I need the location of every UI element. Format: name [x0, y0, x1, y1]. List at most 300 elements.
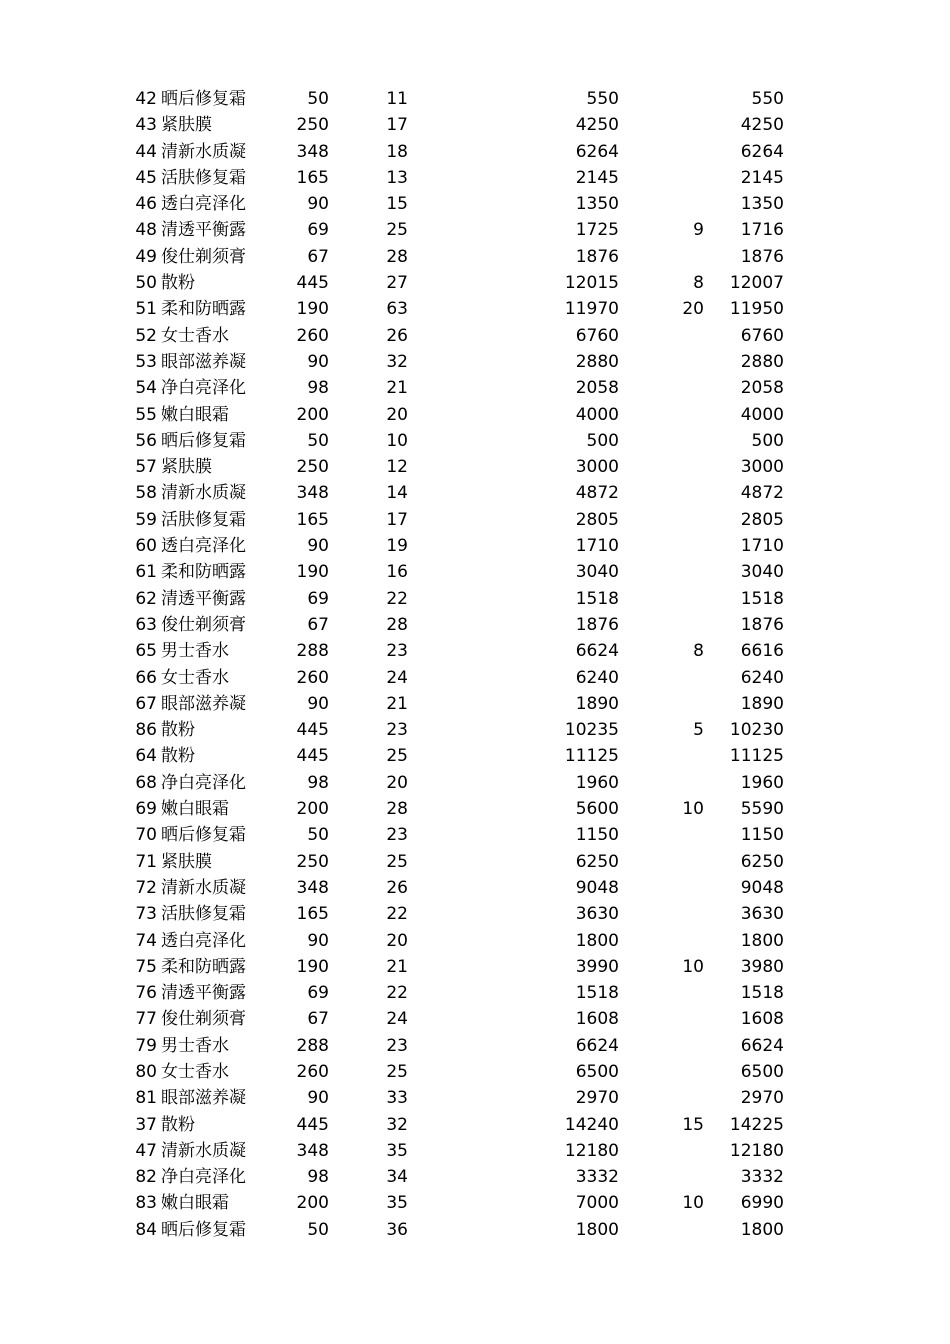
cell-net-amount: 3630 — [740, 904, 784, 925]
table-row — [0, 691, 950, 717]
cell-amount: 1608 — [575, 1009, 619, 1030]
cell-price: 67 — [307, 614, 329, 635]
cell-product-name: 清透平衡露 — [161, 588, 246, 609]
cell-quantity: 25 — [386, 220, 408, 241]
cell-net-amount: 9048 — [740, 877, 784, 898]
cell-id: 80 — [135, 1061, 157, 1082]
table-row — [0, 901, 950, 927]
cell-price: 190 — [296, 299, 329, 320]
cell-id: 56 — [135, 430, 157, 451]
cell-id: 44 — [135, 141, 157, 162]
cell-id: 46 — [135, 194, 157, 215]
cell-amount: 5600 — [575, 799, 619, 820]
cell-quantity: 23 — [386, 1035, 408, 1056]
cell-id: 75 — [135, 956, 157, 977]
cell-id: 42 — [135, 89, 157, 109]
cell-amount: 2145 — [575, 167, 619, 188]
cell-product-name: 活肤修复霜 — [161, 167, 246, 188]
cell-id: 62 — [135, 588, 157, 609]
cell-product-name: 散粉 — [161, 746, 195, 767]
cell-quantity: 27 — [386, 273, 408, 294]
cell-discount: 10 — [682, 1193, 704, 1214]
cell-amount: 10235 — [564, 720, 619, 741]
table-row — [0, 954, 950, 980]
cell-quantity: 14 — [386, 483, 408, 504]
cell-quantity: 21 — [386, 956, 408, 977]
cell-price: 90 — [307, 194, 329, 215]
cell-product-name: 清新水质凝 — [161, 877, 246, 898]
table-row — [0, 1190, 950, 1216]
cell-amount: 4872 — [575, 483, 619, 504]
cell-id: 68 — [135, 772, 157, 793]
cell-quantity: 26 — [386, 877, 408, 898]
cell-id: 67 — [135, 693, 157, 714]
table-row — [0, 796, 950, 822]
cell-net-amount: 4872 — [740, 483, 784, 504]
cell-amount: 1876 — [575, 246, 619, 267]
cell-net-amount: 6264 — [740, 141, 784, 162]
cell-price: 200 — [296, 1193, 329, 1214]
cell-price: 165 — [296, 904, 329, 925]
cell-discount: 8 — [693, 641, 704, 662]
cell-amount: 1350 — [575, 194, 619, 215]
cell-amount: 6624 — [575, 1035, 619, 1056]
cell-amount: 12180 — [564, 1140, 619, 1161]
cell-price: 250 — [296, 457, 329, 478]
cell-net-amount: 1608 — [740, 1009, 784, 1030]
cell-price: 190 — [296, 956, 329, 977]
table-row — [0, 270, 950, 296]
cell-amount: 1876 — [575, 614, 619, 635]
cell-price: 445 — [296, 273, 329, 294]
cell-product-name: 清新水质凝 — [161, 483, 246, 504]
cell-quantity: 24 — [386, 667, 408, 688]
cell-discount: 20 — [682, 299, 704, 320]
cell-id: 72 — [135, 877, 157, 898]
cell-price: 98 — [307, 772, 329, 793]
cell-net-amount: 2058 — [740, 378, 784, 399]
cell-discount: 10 — [682, 956, 704, 977]
cell-amount: 1518 — [575, 983, 619, 1004]
table-row — [0, 191, 950, 217]
cell-id: 57 — [135, 457, 157, 478]
cell-price: 250 — [296, 115, 329, 136]
cell-amount: 7000 — [575, 1193, 619, 1214]
cell-price: 90 — [307, 351, 329, 372]
cell-net-amount: 11950 — [729, 299, 784, 320]
cell-id: 54 — [135, 378, 157, 399]
cell-quantity: 20 — [386, 404, 408, 425]
cell-product-name: 男士香水 — [161, 641, 229, 662]
cell-quantity: 23 — [386, 825, 408, 846]
cell-id: 70 — [135, 825, 157, 846]
table-row — [0, 244, 950, 270]
cell-net-amount: 3040 — [740, 562, 784, 583]
cell-net-amount: 550 — [751, 89, 784, 109]
cell-product-name: 活肤修复霜 — [161, 509, 246, 530]
cell-net-amount: 1518 — [740, 983, 784, 1004]
cell-price: 348 — [296, 141, 329, 162]
cell-quantity: 22 — [386, 588, 408, 609]
cell-id: 64 — [135, 746, 157, 767]
cell-amount: 1890 — [575, 693, 619, 714]
cell-price: 165 — [296, 167, 329, 188]
cell-discount: 15 — [682, 1114, 704, 1135]
cell-price: 348 — [296, 877, 329, 898]
cell-net-amount: 2145 — [740, 167, 784, 188]
cell-amount: 2970 — [575, 1088, 619, 1109]
table-row — [0, 1164, 950, 1190]
cell-product-name: 柔和防晒露 — [161, 956, 246, 977]
cell-price: 250 — [296, 851, 329, 872]
cell-price: 90 — [307, 930, 329, 951]
cell-product-name: 散粉 — [161, 273, 195, 294]
cell-net-amount: 12007 — [729, 273, 784, 294]
table-row — [0, 112, 950, 138]
cell-quantity: 63 — [386, 299, 408, 320]
cell-amount: 3040 — [575, 562, 619, 583]
cell-amount: 14240 — [564, 1114, 619, 1135]
cell-amount: 550 — [586, 89, 619, 109]
cell-net-amount: 2805 — [740, 509, 784, 530]
cell-product-name: 净白亮泽化 — [161, 1167, 246, 1188]
cell-product-name: 紧肤膜 — [161, 851, 212, 872]
cell-quantity: 23 — [386, 720, 408, 741]
cell-id: 51 — [135, 299, 157, 320]
cell-id: 60 — [135, 536, 157, 557]
cell-amount: 1800 — [575, 1219, 619, 1240]
cell-net-amount: 1960 — [740, 772, 784, 793]
cell-product-name: 女士香水 — [161, 667, 229, 688]
cell-price: 260 — [296, 667, 329, 688]
table-row — [0, 875, 950, 901]
cell-id: 74 — [135, 930, 157, 951]
cell-amount: 1518 — [575, 588, 619, 609]
cell-id: 61 — [135, 562, 157, 583]
cell-net-amount: 1890 — [740, 693, 784, 714]
cell-product-name: 晒后修复霜 — [161, 825, 246, 846]
cell-quantity: 22 — [386, 904, 408, 925]
cell-id: 37 — [135, 1114, 157, 1135]
table-row — [0, 296, 950, 322]
cell-price: 200 — [296, 404, 329, 425]
table-row — [0, 533, 950, 559]
cell-net-amount: 1876 — [740, 614, 784, 635]
cell-net-amount: 6990 — [740, 1193, 784, 1214]
table-row — [0, 586, 950, 612]
cell-product-name: 女士香水 — [161, 325, 229, 346]
cell-amount: 3000 — [575, 457, 619, 478]
cell-id: 77 — [135, 1009, 157, 1030]
cell-price: 445 — [296, 746, 329, 767]
cell-price: 98 — [307, 1167, 329, 1188]
cell-product-name: 紧肤膜 — [161, 457, 212, 478]
cell-product-name: 眼部滋养凝 — [161, 1088, 246, 1109]
cell-product-name: 透白亮泽化 — [161, 930, 246, 951]
cell-net-amount: 3000 — [740, 457, 784, 478]
cell-net-amount: 4000 — [740, 404, 784, 425]
cell-product-name: 女士香水 — [161, 1061, 229, 1082]
cell-product-name: 活肤修复霜 — [161, 904, 246, 925]
sales-table — [0, 86, 950, 1243]
cell-id: 58 — [135, 483, 157, 504]
cell-quantity: 11 — [386, 89, 408, 109]
cell-net-amount: 6240 — [740, 667, 784, 688]
cell-quantity: 26 — [386, 325, 408, 346]
cell-id: 50 — [135, 273, 157, 294]
cell-price: 260 — [296, 1061, 329, 1082]
table-row — [0, 86, 950, 112]
cell-quantity: 36 — [386, 1219, 408, 1240]
table-row — [0, 928, 950, 954]
table-row — [0, 1006, 950, 1032]
cell-net-amount: 1800 — [740, 1219, 784, 1240]
cell-product-name: 清透平衡露 — [161, 983, 246, 1004]
cell-net-amount: 1800 — [740, 930, 784, 951]
table-row — [0, 323, 950, 349]
cell-id: 66 — [135, 667, 157, 688]
cell-amount: 11970 — [564, 299, 619, 320]
table-row — [0, 849, 950, 875]
cell-net-amount: 4250 — [740, 115, 784, 136]
cell-quantity: 25 — [386, 851, 408, 872]
cell-net-amount: 6250 — [740, 851, 784, 872]
table-row — [0, 743, 950, 769]
cell-net-amount: 6616 — [740, 641, 784, 662]
cell-net-amount: 3332 — [740, 1167, 784, 1188]
cell-quantity: 28 — [386, 799, 408, 820]
cell-product-name: 净白亮泽化 — [161, 772, 246, 793]
cell-product-name: 紧肤膜 — [161, 115, 212, 136]
cell-net-amount: 5590 — [740, 799, 784, 820]
cell-net-amount: 500 — [751, 430, 784, 451]
cell-net-amount: 1150 — [740, 825, 784, 846]
cell-price: 348 — [296, 1140, 329, 1161]
cell-price: 50 — [307, 430, 329, 451]
cell-net-amount: 2880 — [740, 351, 784, 372]
cell-id: 47 — [135, 1140, 157, 1161]
cell-id: 65 — [135, 641, 157, 662]
cell-quantity: 15 — [386, 194, 408, 215]
cell-net-amount: 1876 — [740, 246, 784, 267]
table-row — [0, 217, 950, 243]
table-row — [0, 665, 950, 691]
cell-net-amount: 6624 — [740, 1035, 784, 1056]
cell-id: 55 — [135, 404, 157, 425]
cell-amount: 3990 — [575, 956, 619, 977]
cell-net-amount: 14225 — [729, 1114, 784, 1135]
cell-quantity: 21 — [386, 693, 408, 714]
cell-net-amount: 2970 — [740, 1088, 784, 1109]
cell-price: 90 — [307, 536, 329, 557]
cell-product-name: 透白亮泽化 — [161, 194, 246, 215]
cell-price: 288 — [296, 1035, 329, 1056]
table-row — [0, 428, 950, 454]
cell-product-name: 嫩白眼霜 — [161, 404, 229, 425]
cell-amount: 4250 — [575, 115, 619, 136]
table-row — [0, 349, 950, 375]
cell-quantity: 32 — [386, 1114, 408, 1135]
cell-quantity: 13 — [386, 167, 408, 188]
cell-price: 445 — [296, 720, 329, 741]
cell-quantity: 28 — [386, 246, 408, 267]
cell-quantity: 22 — [386, 983, 408, 1004]
cell-amount: 11125 — [564, 746, 619, 767]
table-row — [0, 717, 950, 743]
cell-product-name: 嫩白眼霜 — [161, 799, 229, 820]
table-row — [0, 1085, 950, 1111]
cell-id: 82 — [135, 1167, 157, 1188]
cell-net-amount: 11125 — [729, 746, 784, 767]
cell-price: 288 — [296, 641, 329, 662]
cell-product-name: 嫩白眼霜 — [161, 1193, 229, 1214]
cell-quantity: 18 — [386, 141, 408, 162]
cell-discount: 5 — [693, 720, 704, 741]
cell-product-name: 晒后修复霜 — [161, 1219, 246, 1240]
table-row — [0, 1217, 950, 1243]
cell-quantity: 25 — [386, 746, 408, 767]
cell-id: 52 — [135, 325, 157, 346]
cell-product-name: 清新水质凝 — [161, 1140, 246, 1161]
table-row — [0, 1059, 950, 1085]
cell-id: 49 — [135, 246, 157, 267]
cell-discount: 8 — [693, 273, 704, 294]
cell-amount: 1800 — [575, 930, 619, 951]
cell-net-amount: 12180 — [729, 1140, 784, 1161]
cell-quantity: 12 — [386, 457, 408, 478]
cell-amount: 1960 — [575, 772, 619, 793]
cell-price: 200 — [296, 799, 329, 820]
cell-quantity: 17 — [386, 115, 408, 136]
cell-quantity: 17 — [386, 509, 408, 530]
cell-quantity: 28 — [386, 614, 408, 635]
cell-net-amount: 3980 — [740, 956, 784, 977]
cell-net-amount: 1518 — [740, 588, 784, 609]
cell-quantity: 35 — [386, 1140, 408, 1161]
cell-quantity: 20 — [386, 772, 408, 793]
table-row — [0, 1033, 950, 1059]
cell-id: 76 — [135, 983, 157, 1004]
cell-price: 67 — [307, 1009, 329, 1030]
cell-product-name: 男士香水 — [161, 1035, 229, 1056]
cell-product-name: 眼部滋养凝 — [161, 693, 246, 714]
cell-quantity: 24 — [386, 1009, 408, 1030]
table-row — [0, 165, 950, 191]
cell-amount: 6760 — [575, 325, 619, 346]
cell-amount: 4000 — [575, 404, 619, 425]
cell-amount: 500 — [586, 430, 619, 451]
cell-price: 90 — [307, 1088, 329, 1109]
cell-price: 69 — [307, 588, 329, 609]
table-row — [0, 402, 950, 428]
cell-id: 63 — [135, 614, 157, 635]
cell-price: 69 — [307, 983, 329, 1004]
table-row — [0, 507, 950, 533]
cell-amount: 6624 — [575, 641, 619, 662]
cell-product-name: 柔和防晒露 — [161, 562, 246, 583]
cell-id: 71 — [135, 851, 157, 872]
cell-amount: 2805 — [575, 509, 619, 530]
cell-product-name: 晒后修复霜 — [161, 89, 246, 109]
cell-product-name: 散粉 — [161, 720, 195, 741]
cell-discount: 10 — [682, 799, 704, 820]
cell-price: 50 — [307, 825, 329, 846]
table-row — [0, 612, 950, 638]
cell-amount: 6250 — [575, 851, 619, 872]
cell-id: 83 — [135, 1193, 157, 1214]
cell-quantity: 25 — [386, 1061, 408, 1082]
cell-net-amount: 1710 — [740, 536, 784, 557]
table-row — [0, 980, 950, 1006]
cell-amount: 9048 — [575, 877, 619, 898]
cell-amount: 2058 — [575, 378, 619, 399]
table-row — [0, 139, 950, 165]
cell-quantity: 10 — [386, 430, 408, 451]
cell-amount: 12015 — [564, 273, 619, 294]
cell-amount: 1150 — [575, 825, 619, 846]
cell-product-name: 透白亮泽化 — [161, 536, 246, 557]
cell-discount: 9 — [693, 220, 704, 241]
cell-product-name: 俊仕剃须膏 — [161, 246, 246, 267]
cell-id: 48 — [135, 220, 157, 241]
cell-product-name: 眼部滋养凝 — [161, 351, 246, 372]
cell-price: 50 — [307, 1219, 329, 1240]
cell-quantity: 34 — [386, 1167, 408, 1188]
cell-price: 190 — [296, 562, 329, 583]
table-row — [0, 770, 950, 796]
cell-price: 348 — [296, 483, 329, 504]
table-row — [0, 1138, 950, 1164]
cell-price: 165 — [296, 509, 329, 530]
cell-id: 45 — [135, 167, 157, 188]
cell-price: 50 — [307, 89, 329, 109]
cell-id: 59 — [135, 509, 157, 530]
cell-net-amount: 6760 — [740, 325, 784, 346]
cell-price: 90 — [307, 693, 329, 714]
table-row — [0, 638, 950, 664]
table-row — [0, 375, 950, 401]
cell-quantity: 33 — [386, 1088, 408, 1109]
cell-amount: 2880 — [575, 351, 619, 372]
cell-quantity: 23 — [386, 641, 408, 662]
cell-product-name: 散粉 — [161, 1114, 195, 1135]
cell-id: 86 — [135, 720, 157, 741]
cell-quantity: 35 — [386, 1193, 408, 1214]
cell-quantity: 20 — [386, 930, 408, 951]
cell-amount: 3630 — [575, 904, 619, 925]
table-row — [0, 822, 950, 848]
cell-price: 445 — [296, 1114, 329, 1135]
cell-product-name: 俊仕剃须膏 — [161, 1009, 246, 1030]
cell-id: 79 — [135, 1035, 157, 1056]
cell-product-name: 晒后修复霜 — [161, 430, 246, 451]
cell-quantity: 32 — [386, 351, 408, 372]
cell-product-name: 俊仕剃须膏 — [161, 614, 246, 635]
cell-quantity: 19 — [386, 536, 408, 557]
cell-quantity: 21 — [386, 378, 408, 399]
cell-net-amount: 1350 — [740, 194, 784, 215]
cell-id: 73 — [135, 904, 157, 925]
cell-net-amount: 1716 — [740, 220, 784, 241]
cell-amount: 6240 — [575, 667, 619, 688]
cell-id: 69 — [135, 799, 157, 820]
cell-product-name: 柔和防晒露 — [161, 299, 246, 320]
cell-net-amount: 10230 — [729, 720, 784, 741]
cell-id: 53 — [135, 351, 157, 372]
cell-net-amount: 6500 — [740, 1061, 784, 1082]
cell-amount: 3332 — [575, 1167, 619, 1188]
table-row — [0, 559, 950, 585]
